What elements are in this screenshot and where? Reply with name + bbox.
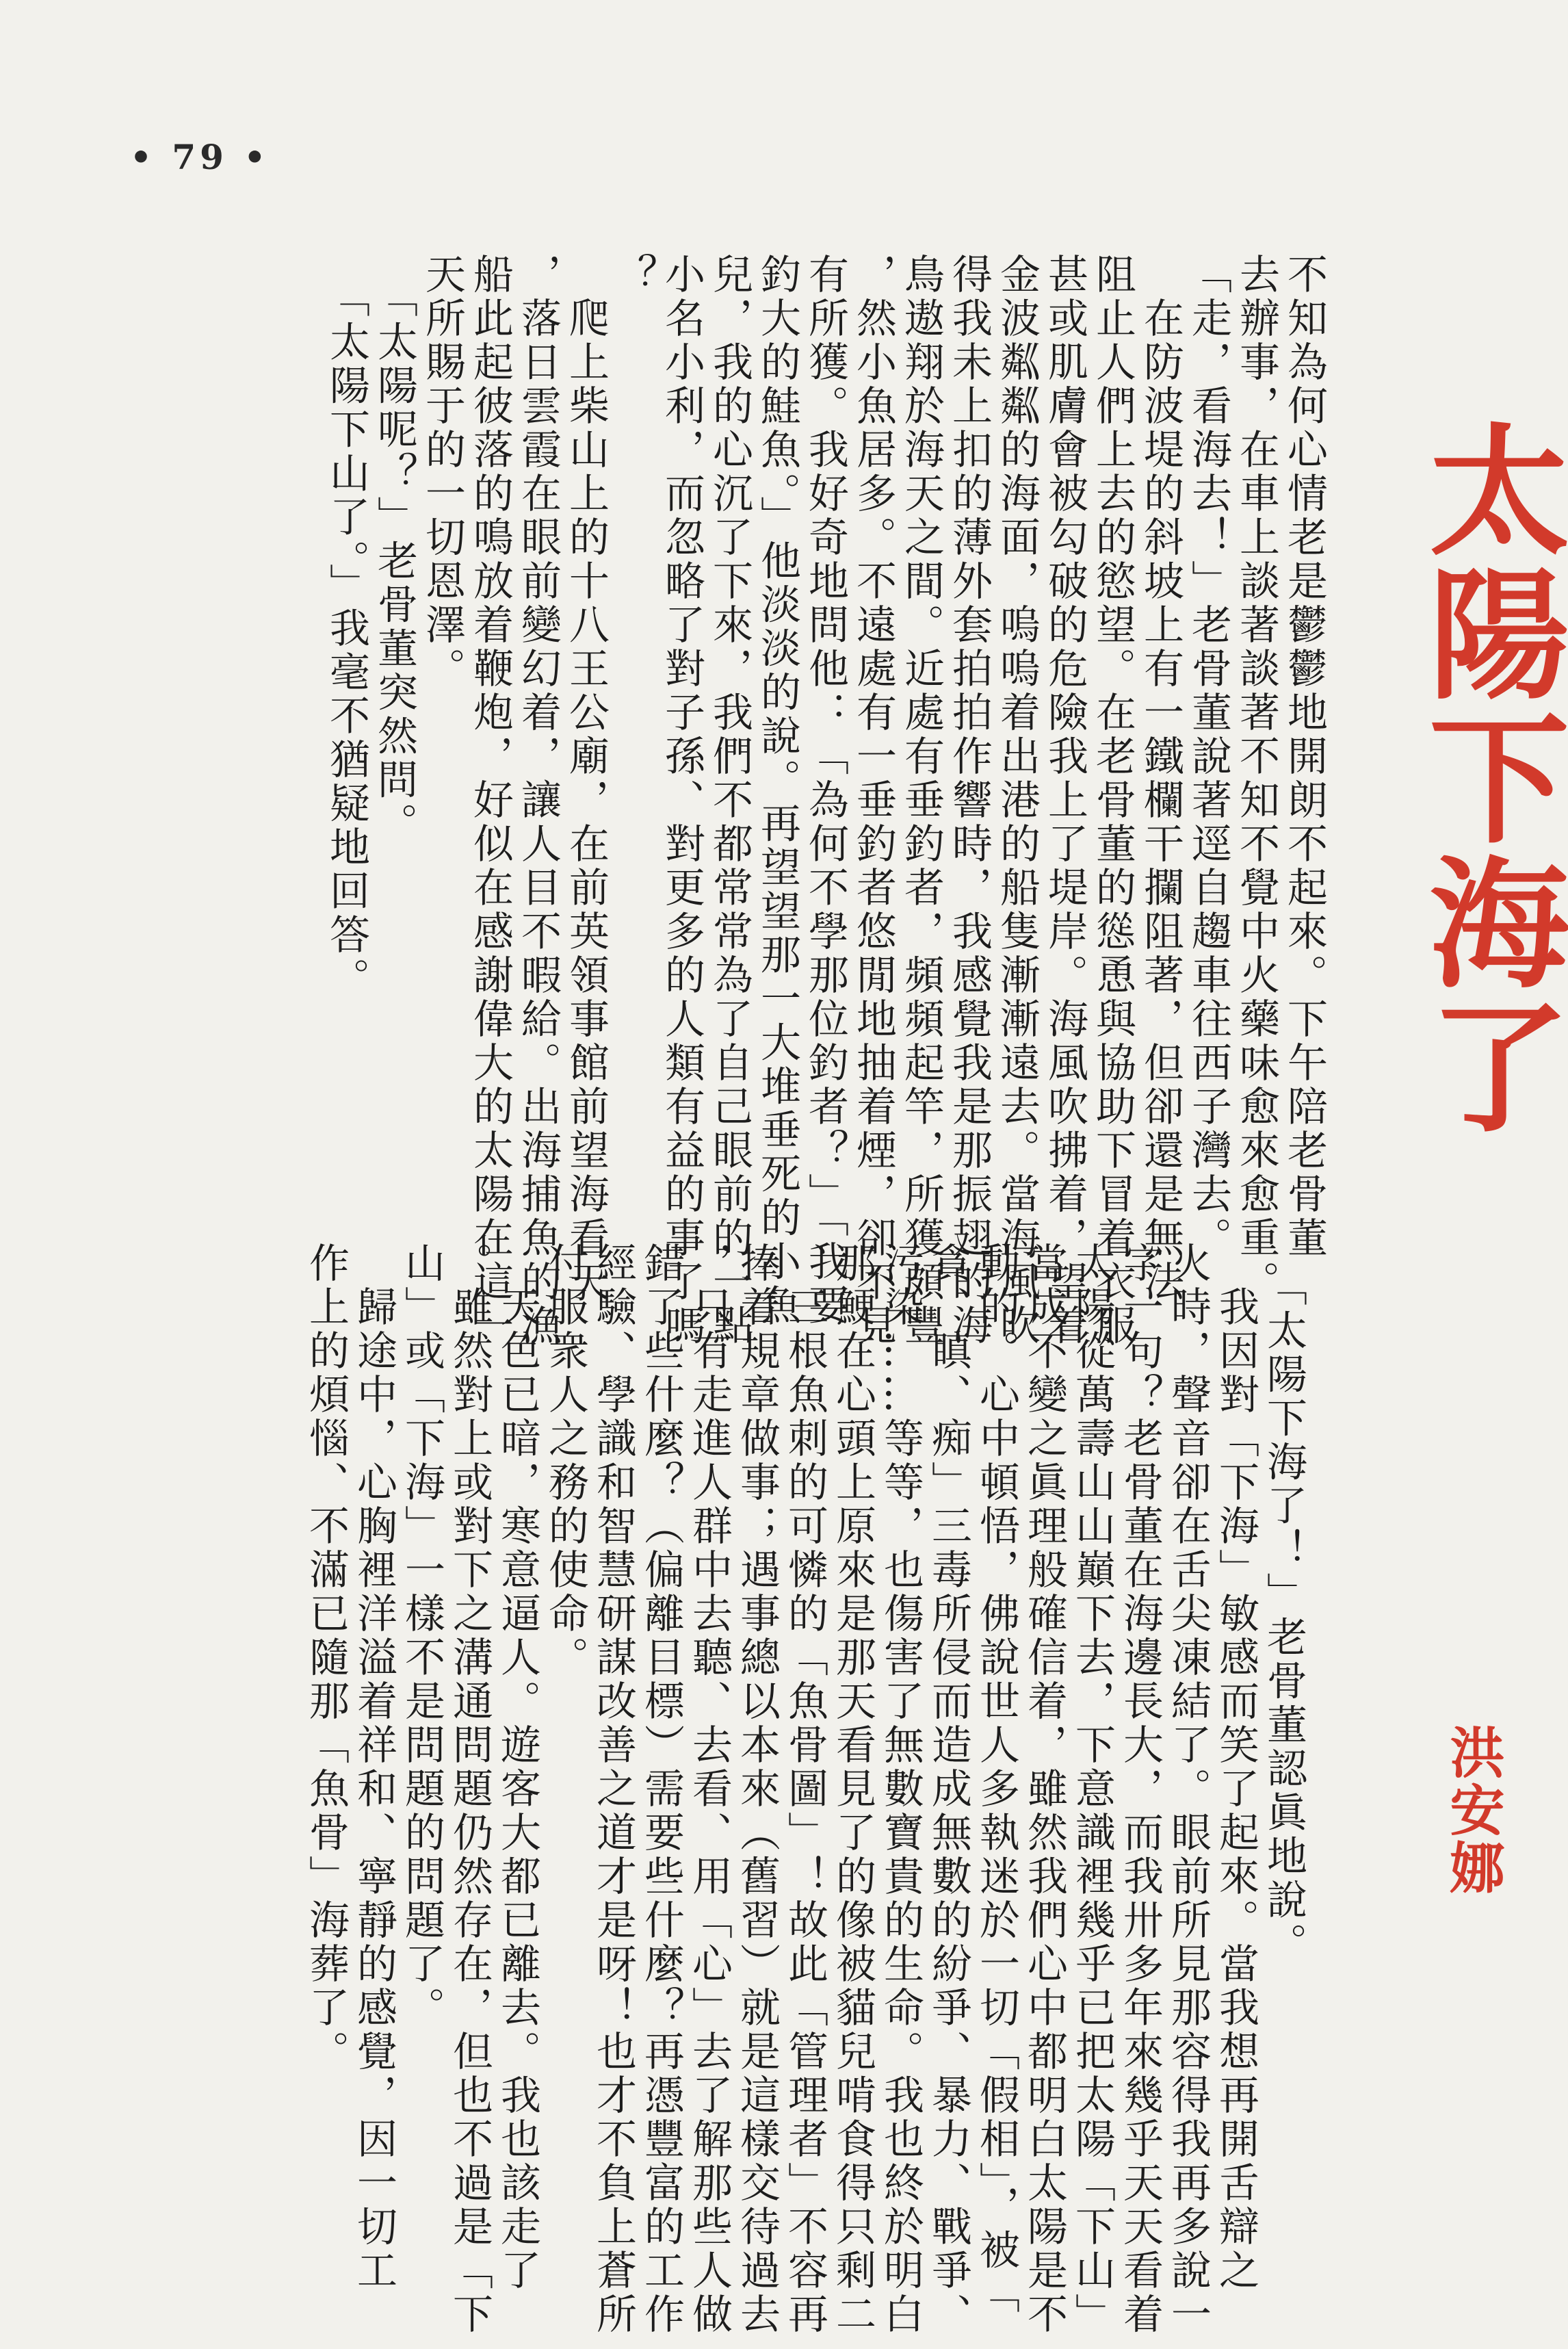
text-column: 金波粼粼的海面，嗚嗚着出港的船隻漸漸遠去。當海風吹	[993, 253, 1041, 1348]
article-author: 洪安娜	[1441, 1724, 1504, 1897]
text-column: ，只有走進人群中去聽、去看、用「心」去了解那些人做	[685, 1242, 733, 2337]
text-column: 兒，我的心沉了下來，我們不都常常為了自己眼前的一點	[706, 253, 753, 1348]
text-column: 釣大的鮭魚。」他淡淡的說。再望望那一大堆垂死的小魚	[754, 253, 801, 1328]
text-column: 甚或肌膚會被勾破的危險我上了堤岸。海風吹拂着，望着	[1041, 253, 1088, 1348]
text-column: 「太陽呢？」老骨董突然問。	[371, 253, 418, 846]
text-column: 。雖然對上或對下之溝通問題仍然存在，但也不過是「下	[446, 1242, 493, 2337]
text-column: 字一句？老骨董在海邊長大，而我卅多年來幾乎天天看着	[1116, 1242, 1164, 2337]
text-column: 爬上柴山上的十八王公廟，在前英領事館前望海看天	[562, 253, 610, 1304]
text-column: 山」或「下海」一樣不是問題的問題了。	[398, 1242, 445, 2030]
text-column: ，然小魚居多。不遠處有一垂釣者悠閒地抽着煙，卻不見	[850, 253, 897, 1348]
text-column: 錯了些什麼？（偏離目標）需要些什麼？再憑豐富的工作	[638, 1242, 685, 2337]
text-column: 在防波堤的斜坡上有一鐵欄干攔阻著，但卻還是無法	[1137, 253, 1184, 1304]
text-column: 小名小利，而忽略了對子孫、對更多的人類有益的事了嗎	[658, 253, 705, 1348]
article-body-lower	[302, 1242, 1307, 2337]
text-column: 那鯁在心頭上原來是那天看見了的像被貓兒啃食得只剩二	[829, 1242, 876, 2337]
text-column: 當成不變之眞理般確信着，雖然我們心中都明白太陽是不	[1021, 1242, 1068, 2337]
text-column: 火時，聲音卻在舌尖凍結了。眼前所見那容得我再多說一	[1164, 1242, 1212, 2337]
page-number: • 79 •	[130, 137, 270, 177]
text-column: 動的。心中頓悟，佛說世人多執迷於一切「假相」，被「	[973, 1242, 1020, 2317]
text-column: 我因對「下海」敏感而笑了起來。當我想再開舌辯之	[1212, 1242, 1259, 2293]
text-column: 天所賜于的一切恩澤。	[419, 253, 466, 691]
text-column: 得我未上扣的薄外套拍拍作響時，我感覺我是那振翅的海	[945, 253, 993, 1348]
text-column: 付服衆人之務的使命。	[542, 1242, 589, 1680]
text-column: 去辦事，在車上談著談著不知不覺中火藥味愈來愈重。	[1233, 253, 1280, 1304]
text-column: 作上的煩惱、不滿已隨那「魚骨」海葬了。	[302, 1242, 350, 2074]
text-column: 太陽從萬壽山山巔下去，下意識裡幾乎已把太陽「下山」	[1069, 1242, 1116, 2337]
text-column: 、三根魚刺的可憐的「魚骨圖」！故此「管理者」不容再	[781, 1242, 828, 2337]
text-column: 「走，看海去！」老骨董說著逕自趨車往西子灣去。	[1185, 253, 1232, 1260]
text-column: 天色已暗，寒意逼人。遊客大都已離去。我也該走了	[494, 1242, 541, 2293]
text-column: ，落日雲霞在眼前變幻着，讓人目不暇給。出海捕魚的漁	[514, 253, 562, 1348]
text-column: 「太陽下山了。」我毫不猶疑地回答。	[323, 253, 370, 1001]
text-column: 污染……等等，也傷害了無數寶貴的生命。我也終於明白	[877, 1242, 924, 2337]
article-title: 太陽下海了	[1405, 417, 1568, 1139]
text-column: 鳥遨翔於海天之間。近處有垂釣者，頻頻起竿，所獲頗豐	[898, 253, 945, 1348]
article-body-upper	[322, 253, 1328, 1348]
text-column: 經驗、學識和智慧研謀改善之道才是呀！也才不負上蒼所	[590, 1242, 637, 2337]
text-column: 貪、瞋、痴」三毒所侵而造成無數的紛爭、暴力、戰爭、	[925, 1242, 972, 2337]
text-column: 船此起彼落的鳴放着鞭炮，好似在感謝偉大的太陽在這一	[467, 253, 514, 1348]
text-column: 阻止人們上去的慾望。在老骨董的慫恿與協助下冒着衣服	[1089, 253, 1136, 1348]
text-column: 不知為何心情老是鬱鬱地開朗不起來。下午陪老骨董	[1281, 253, 1328, 1260]
text-column: 「太陽下海了！」老骨董認眞地說。	[1260, 1242, 1307, 1967]
text-column: 歸途中，心胸裡洋溢着祥和、寧靜的感覺，因一切工	[350, 1242, 397, 2293]
text-column: 捧着規章做事；遇事總以本來（舊習）就是這樣交待過去	[733, 1242, 781, 2337]
text-column: ？	[610, 253, 657, 297]
text-column: 有所獲。我好奇地問他：「為何不學那位釣者？」「我要	[802, 253, 849, 1328]
